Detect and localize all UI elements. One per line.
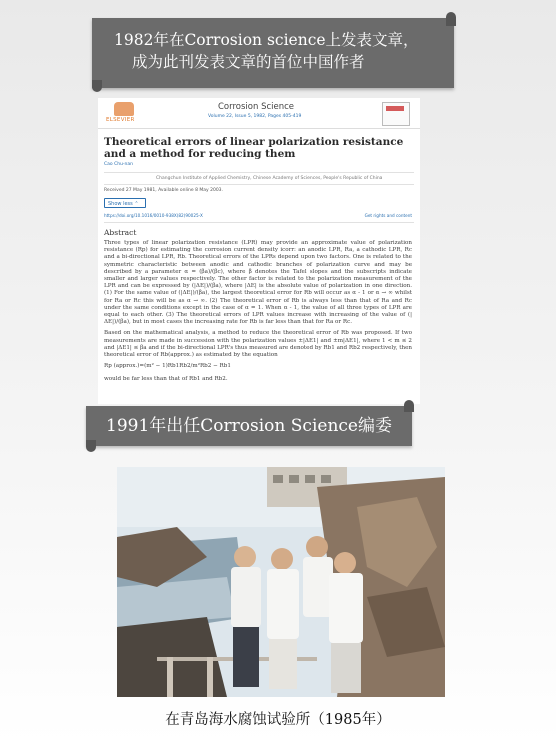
group-photo-illustration: [117, 467, 445, 697]
abstract-paragraph-2: Based on the mathematical analysis, a method to reduce the theoretical error of Rb was proposed. If two measurements are made in succession with the polarization values ±|ΔE1| and ±m|ΔE1|, where 1 < m ≤ 2 and |ΔE1| ≤ βa and if the bi-directional LPR's thus measured are denoted by Rb1 and Rb2 respectively, then theoretical error of Rb(approx.) as estimated by the equation: [104, 330, 412, 359]
elsevier-logo: [106, 102, 142, 126]
show-less-label: Show less: [108, 201, 133, 207]
journal-cover-thumbnail[interactable]: [382, 102, 410, 126]
journal-volume-link[interactable]: Volume 22, Issue 5, 1982, Pages 405-419: [208, 114, 302, 119]
top-banner: [92, 18, 454, 88]
divider: [104, 172, 414, 173]
abstract-paragraph-1: Three types of linear polarization resistance (LPR) may provide an approximate value of polarization resistance (Rp) for estimating the corrosion current density icorr: an anodic LPR, Ra, a cathodic LPR, Rc and a bi-directional LPR, Rb. Theoretical errors of the LPRs depend upon two factors. One is related to the symmetric characteristic between anodic and cathodic branches of polarization curve and may be described by a parameter α = (βa)/(βc), where β denotes the Tafel slopes and the subscripts indicate smaller and larger values respectively. The other factor is related to the polarization measurement of the LPR and can be expressed by (|ΔE|)/(βa), where |ΔE| is the absolute value of polarization in one direction. (1) For the same value of (|ΔE|)/(βa), the largest theoretical error for Rb will occur as α - 1 or α → ∞ whilst for Ra or Rc this will be as α → ∞. (2) The theoretical error of Rb is always less than that of Ra and Rc under the same conditions except in the case of α = 1. When α - 1, the value of all three types of LPR are equal to each other. (3) The theoretical errors of LPR values increase with increasing of the value of (|ΔE|)/(βa), but in most cases the increasing rate for Rb is far less than that for Ra or Rc.: [104, 240, 412, 326]
banner-curl-top-right: [446, 12, 456, 26]
paper-article-card: [98, 98, 420, 404]
chevron-up-icon: ⌃: [134, 201, 139, 207]
middle-banner-text: 1991年出任Corrosion Science编委: [106, 416, 392, 436]
paper-author-link[interactable]: Cao Chu-nan: [104, 162, 134, 167]
top-banner-line-2: 成为此刊发表文章的首位中国作者: [132, 53, 365, 71]
show-less-button[interactable]: [104, 198, 146, 208]
group-photo: [117, 467, 445, 697]
paper-title: Theoretical errors of linear polarization resistance and a method for reducing them: [104, 136, 404, 160]
abstract-heading: Abstract: [104, 228, 137, 237]
photo-caption: 在青岛海水腐蚀试验所（1985年）: [165, 712, 391, 728]
rights-link[interactable]: Get rights and content: [364, 213, 412, 218]
paper-header: [98, 98, 420, 129]
abstract-paragraph-3: would be far less than that of Rb1 and Rb2.: [104, 376, 228, 383]
elsevier-tree-icon: [114, 102, 134, 116]
top-banner-line-1: 1982年在Corrosion science上发表文章，: [114, 31, 419, 49]
banner-curl-bottom-left: [92, 80, 102, 92]
middle-banner: [86, 406, 412, 446]
abstract-equation: Rp (approx.)=(m² − 1)Rb1Rb2/m²Rb2 − Rb1: [104, 363, 231, 370]
elsevier-wordmark: ELSEVIER: [106, 117, 135, 123]
divider: [104, 184, 414, 185]
doi-link[interactable]: https://doi.org/10.1016/0010-938X(82)90025-X: [104, 213, 203, 218]
banner-curl-top-right: [404, 400, 414, 412]
paper-affiliation: Changchun Institute of Applied Chemistry, Chinese Academy of Sciences, People's Republic of China: [156, 176, 383, 181]
divider: [104, 222, 414, 223]
abstract-body: [104, 240, 412, 388]
journal-name[interactable]: Corrosion Science: [218, 102, 295, 112]
paper-received-date: Received 27 May 1981, Available online 8 May 2003.: [104, 188, 223, 193]
banner-curl-bottom-left: [86, 440, 96, 452]
